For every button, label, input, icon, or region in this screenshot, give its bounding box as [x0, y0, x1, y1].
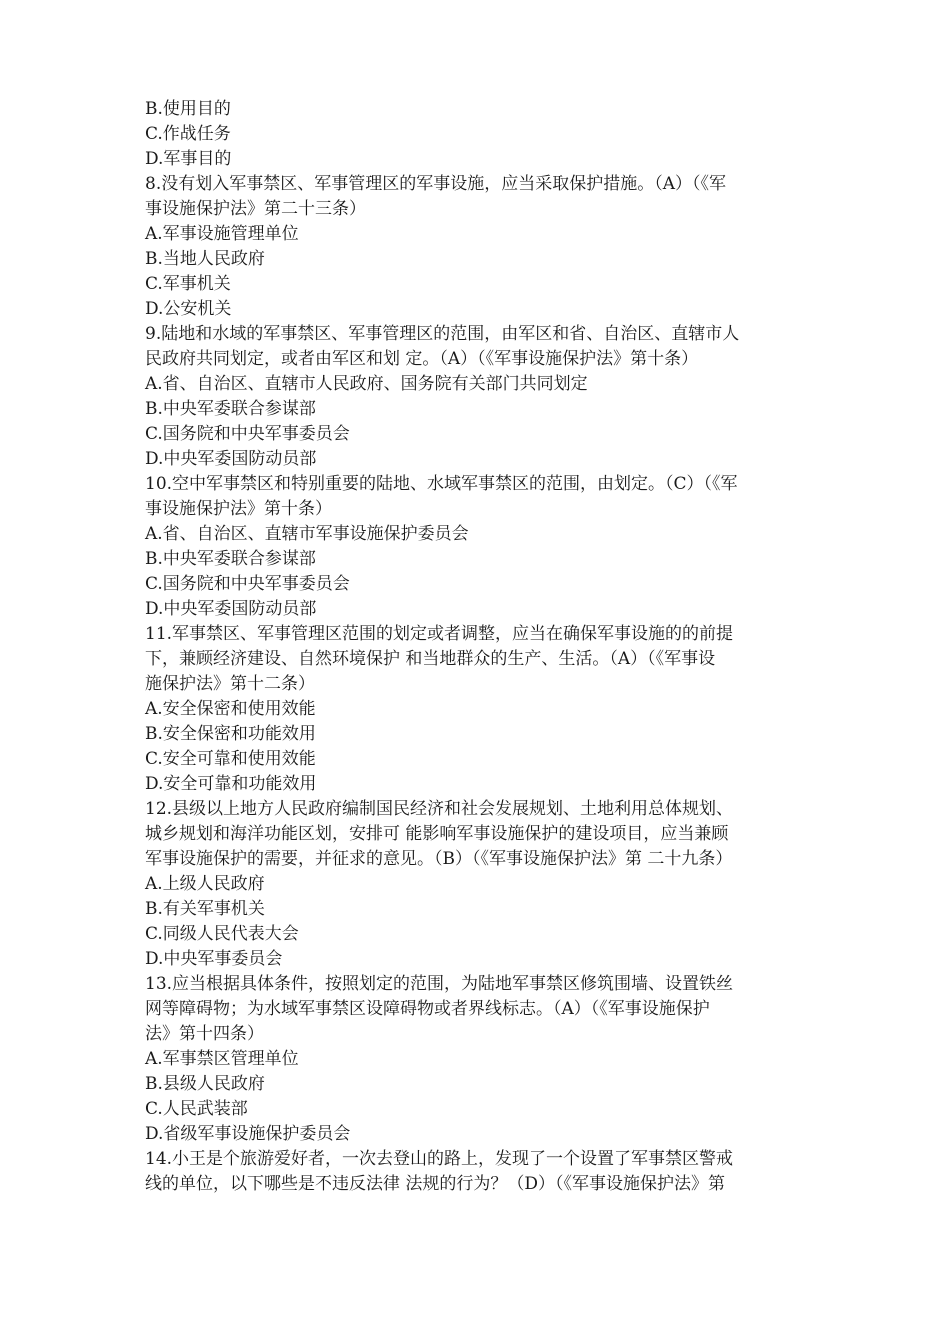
option-b: B.中央军委联合参谋部	[145, 399, 316, 419]
option-d: D.中央军委国防动员部	[145, 449, 317, 469]
question-text: 城乡规划和海洋功能区划，安排可 能影响军事设施保护的建设项目，应当兼顾	[145, 824, 729, 844]
question-text: 14.小王是个旅游爱好者，一次去登山的路上，发现了一个设置了军事禁区警戒	[145, 1149, 734, 1169]
question-9	[145, 322, 813, 472]
option-a: A.安全保密和使用效能	[145, 699, 316, 719]
option-a: A.军事设施管理单位	[145, 224, 299, 244]
option-b: B.安全保密和功能效用	[145, 724, 316, 744]
option-b: B.使用目的	[145, 99, 231, 119]
option-b: B.有关军事机关	[145, 899, 265, 919]
question-text: 线的单位，以下哪些是不违反法律 法规的行为？（D）（《军事设施保护法》第	[145, 1174, 726, 1194]
question-text: 网等障碍物；为水域军事禁区设障碍物或者界线标志。（A）（《军事设施保护	[145, 999, 710, 1019]
question-text: 13.应当根据具体条件，按照划定的范围，为陆地军事禁区修筑围墙、设置铁丝	[145, 974, 734, 994]
option-c: C.国务院和中央军事委员会	[145, 574, 350, 594]
question-text: 11.军事禁区、军事管理区范围的划定或者调整，应当在确保军事设施的的前提	[145, 624, 734, 644]
question-8	[145, 172, 813, 322]
option-a: A.省、自治区、直辖市人民政府、国务院有关部门共同划定	[145, 374, 588, 394]
option-c: C.国务院和中央军事委员会	[145, 424, 350, 444]
question-text: 8.没有划入军事禁区、军事管理区的军事设施，应当采取保护措施。（A）（《军	[145, 174, 726, 194]
option-d: D.中央军事委员会	[145, 949, 283, 969]
option-d: D.公安机关	[145, 299, 232, 319]
question-text: 事设施保护法》第十条）	[145, 499, 332, 519]
option-a: A.省、自治区、直辖市军事设施保护委员会	[145, 524, 469, 544]
option-d: D.中央军委国防动员部	[145, 599, 317, 619]
question-10	[145, 472, 813, 622]
question-11	[145, 622, 813, 797]
option-c: C.安全可靠和使用效能	[145, 749, 316, 769]
option-c: C.作战任务	[145, 124, 231, 144]
option-d: D.军事目的	[145, 149, 232, 169]
option-a: A.军事禁区管理单位	[145, 1049, 299, 1069]
question-text: 施保护法》第十二条）	[145, 674, 315, 694]
question-text: 9.陆地和水域的军事禁区、军事管理区的范围，由军区和省、自治区、直辖市人	[145, 324, 740, 344]
question-text: 民政府共同划定，或者由军区和划 定。（A）（《军事设施保护法》第十条）	[145, 349, 699, 369]
option-b: B.县级人民政府	[145, 1074, 265, 1094]
option-a: A.上级人民政府	[145, 874, 265, 894]
question-text: 12.县级以上地方人民政府编制国民经济和社会发展规划、土地利用总体规划、	[145, 799, 734, 819]
option-b: B.中央军委联合参谋部	[145, 549, 316, 569]
option-b: B.当地人民政府	[145, 249, 265, 269]
document-page	[145, 97, 813, 1197]
question-text: 事设施保护法》第二十三条）	[145, 199, 366, 219]
question-text: 法》第十四条）	[145, 1024, 264, 1044]
option-c: C.军事机关	[145, 274, 231, 294]
question-14	[145, 1147, 813, 1197]
question-text: 军事设施保护的需要，并征求的意见。（B）（《军事设施保护法》第 二十九条）	[145, 849, 733, 869]
option-c: C.同级人民代表大会	[145, 924, 299, 944]
question-text: 下，兼顾经济建设、自然环境保护 和当地群众的生产、生活。（A）（《军事设	[145, 649, 716, 669]
option-c: C.人民武装部	[145, 1099, 248, 1119]
question-13	[145, 972, 813, 1147]
option-d: D.省级军事设施保护委员会	[145, 1124, 351, 1144]
option-d: D.安全可靠和功能效用	[145, 774, 317, 794]
question-12	[145, 797, 813, 972]
question-text: 10.空中军事禁区和特别重要的陆地、水域军事禁区的范围，由划定。（C）（《军	[145, 474, 738, 494]
